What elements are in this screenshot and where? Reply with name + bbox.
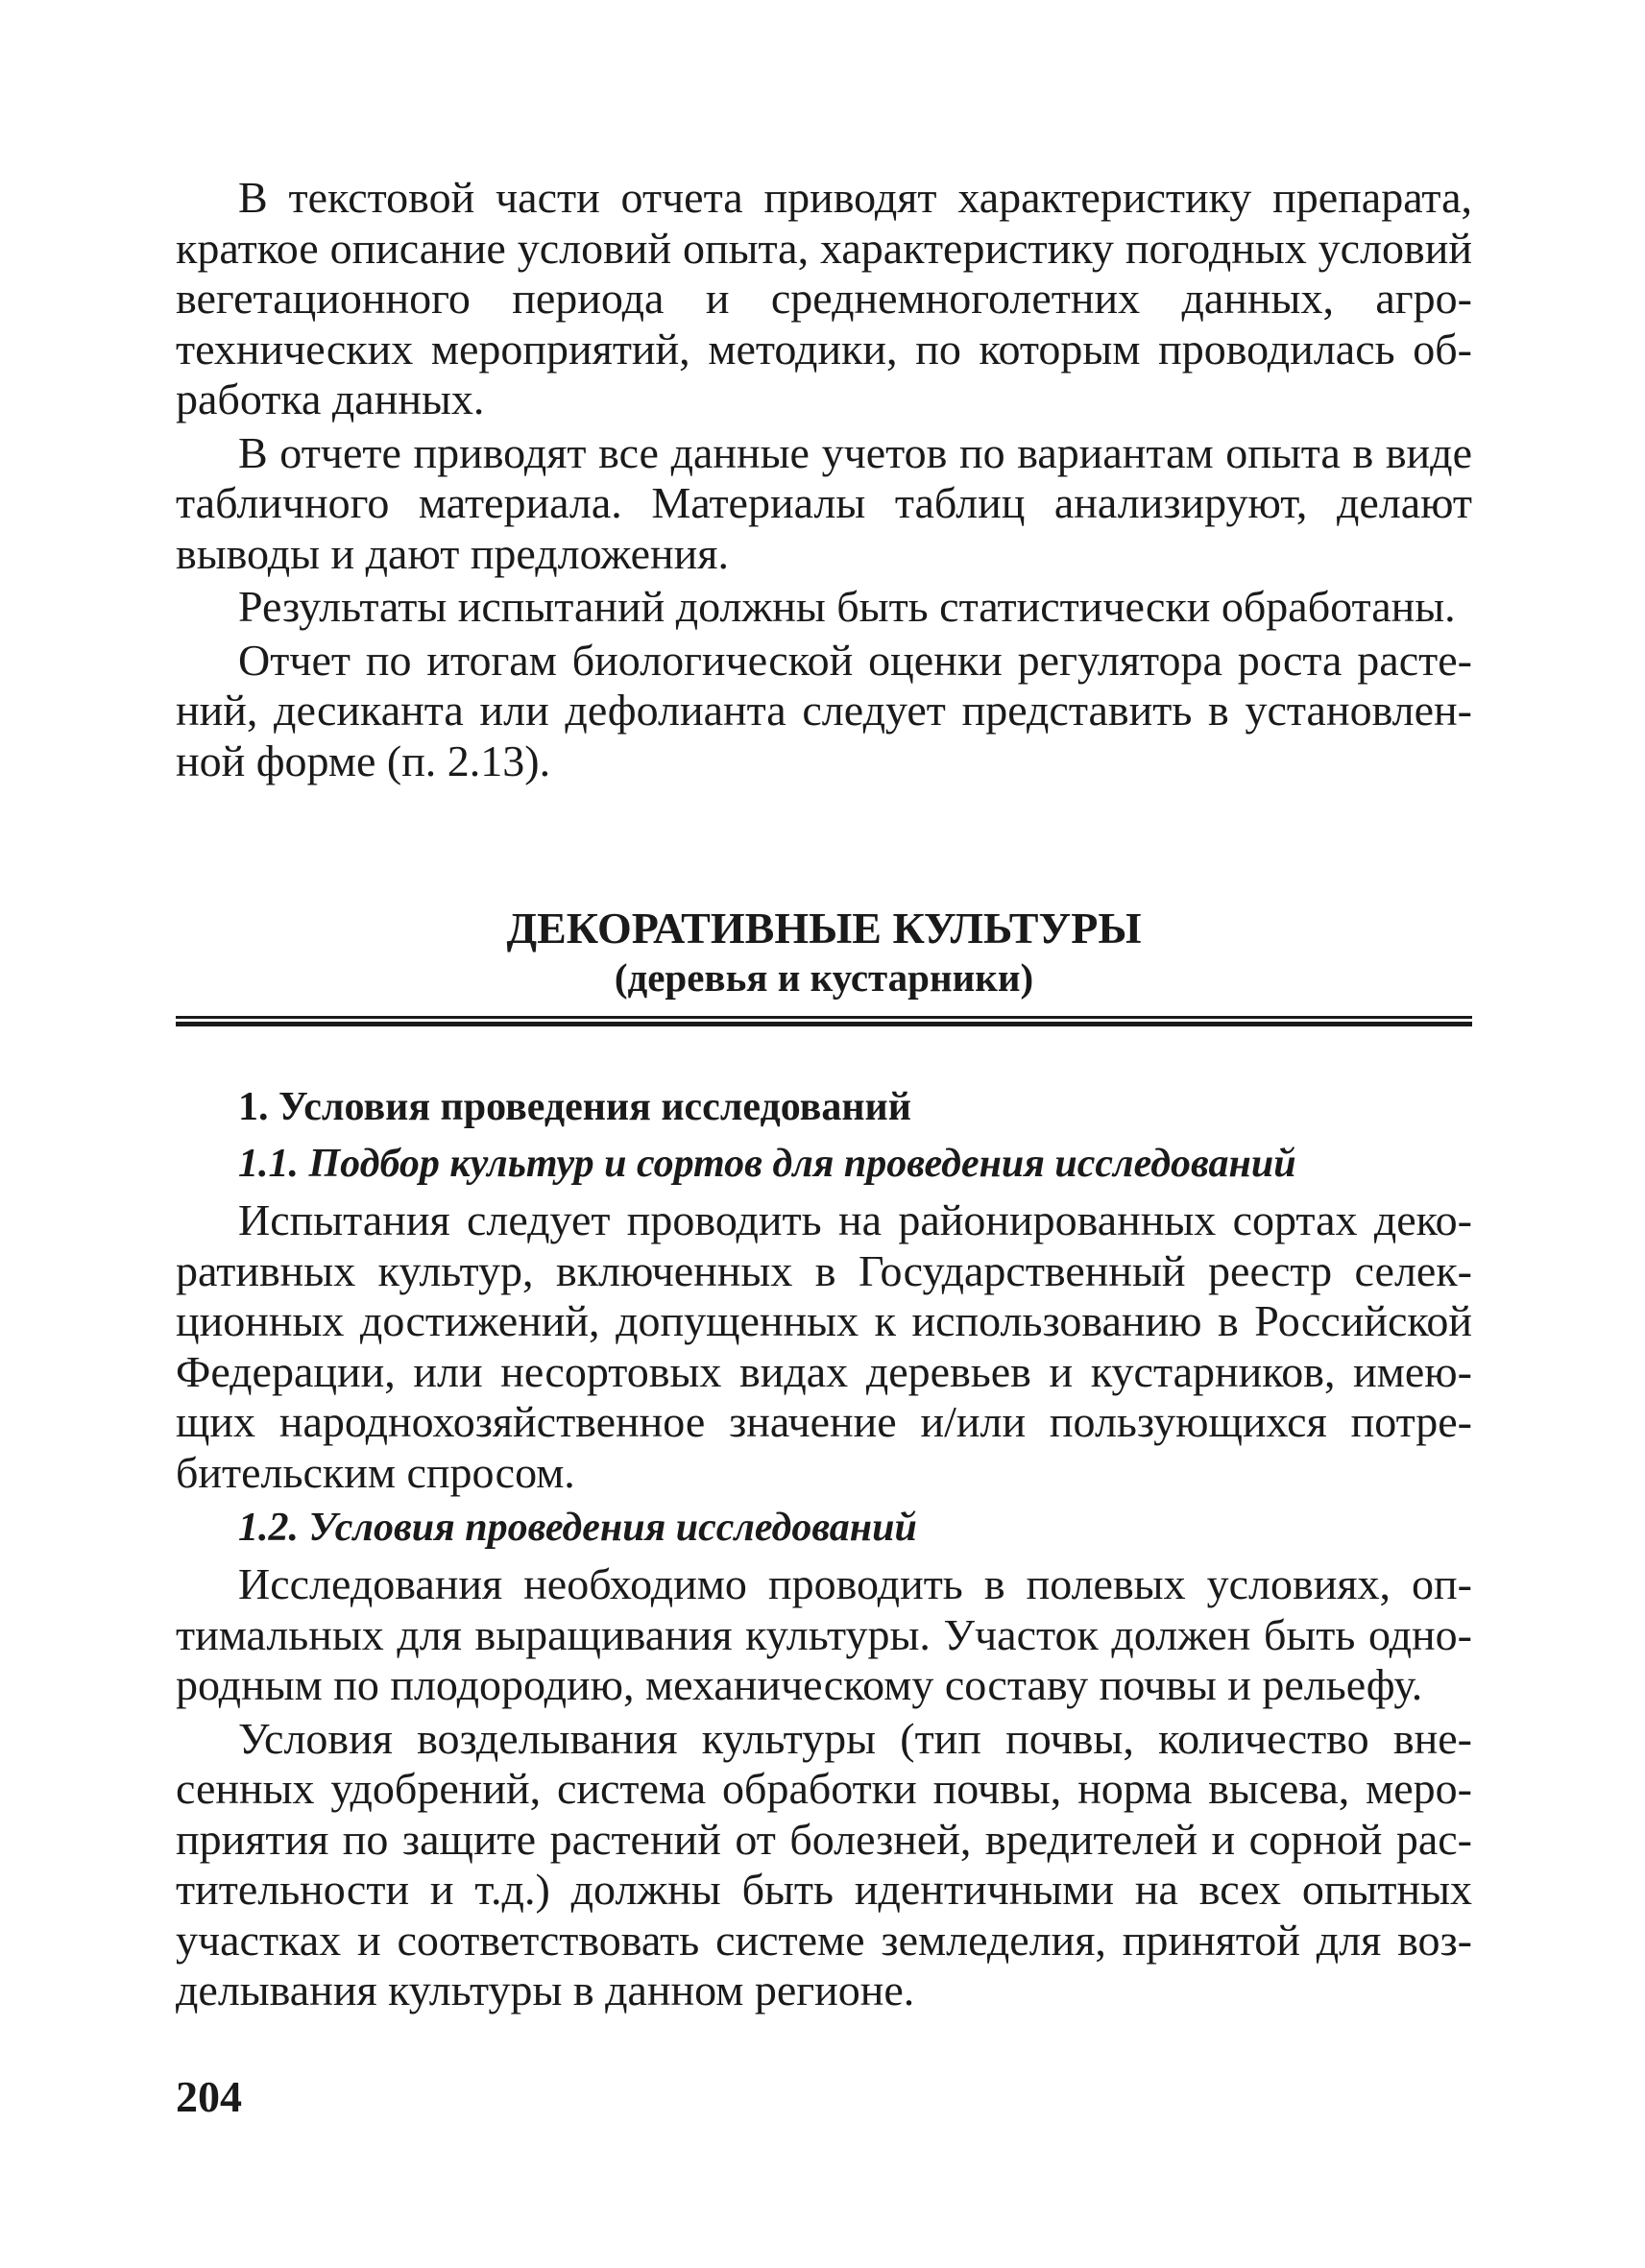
paragraph-crop-selection: Испытания следует проводить на районированных сортах декоративных культур, включенных в Государственный реестр селекционных достижений, допущенных к использованию в Российской Федерации, или несортовых видах деревьев и кустарников, имеющих народнохозяйственное значение и/или пользующихся потребительским спросом. (176, 1195, 1472, 1497)
double-rule-divider (176, 1016, 1472, 1026)
text-block (176, 173, 1472, 2016)
intro-paragraph-report-text: В текстовой части отчета приводят характеристику препарата, краткое описание условий опыта, характеристику погодных условий вегетационного периода и среднемноголетних данных, агротехнических мероприятий, методики, по которым проводилась обработка данных. (176, 173, 1472, 423)
intro-paragraph-report-form: Отчет по итогам биологической оценки регулятора роста растений, десиканта или дефолианта следует представить в установленной форме (п. 2.13). (176, 635, 1472, 785)
section-subtitle: (деревья и кустарники) (614, 955, 1034, 1000)
subheading-crop-selection: 1.1. Подбор культур и сортов для проведения исследований (238, 1142, 1296, 1186)
subheading-research-conditions: 1.2. Условия проведения исследований (238, 1506, 917, 1550)
section-title: ДЕКОРАТИВНЫЕ КУЛЬТУРЫ (506, 904, 1142, 953)
paragraph-field-conditions: Исследования необходимо проводить в полевых условиях, оптимальных для выращивания культуры. Участок должен быть однородным по плодородию, механическому составу почвы и рельефу. (176, 1559, 1472, 1709)
intro-paragraph-statistics: Результаты испытаний должны быть статистически обработаны. (238, 582, 1456, 631)
heading-research-conditions: 1. Условия проведения исследований (238, 1085, 911, 1129)
page-number: 204 (176, 2072, 242, 2121)
intro-paragraph-report-data: В отчете приводят все данные учетов по вариантам опыта в виде табличного материала. Материалы таблиц анализируют, делают выводы и дают предложения. (176, 427, 1472, 578)
paragraph-cultivation-conditions: Условия возделывания культуры (тип почвы, количество внесенных удобрений, система обработки почвы, норма высева, мероприятия по защите растений от болезней, вредителей и сорной растительности и т.д.) должны быть идентичными на всех опытных участках и соответствовать системе земледелия, принятой для возделывания культуры в данном регионе. (176, 1713, 1472, 2015)
